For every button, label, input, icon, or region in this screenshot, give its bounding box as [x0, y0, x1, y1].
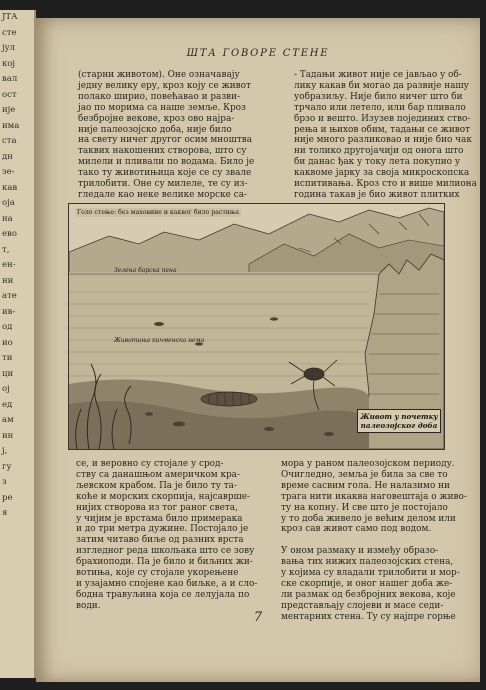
- text-line: трилобити. Оне су милеле, те су из-: [78, 179, 248, 190]
- previous-page-fragment: ј,: [2, 446, 8, 456]
- previous-page-fragment: гу: [2, 461, 12, 472]
- left-column-top: [78, 70, 272, 201]
- text-line: тако ту животињица које се су звале: [78, 168, 252, 179]
- previous-page-fragment: ије: [2, 105, 16, 115]
- text-line: није палеозојско доба, није било: [78, 124, 232, 135]
- text-line: вања тих нижих палеозојских стена,: [281, 557, 454, 568]
- text-line: у којима су владали трилобити и мор-: [281, 568, 460, 579]
- text-line: милели и пливали по водама. Било је: [78, 157, 255, 168]
- previous-page-fragment: ци: [2, 368, 14, 379]
- previous-page-fragment: ој: [2, 384, 10, 394]
- text-line: мора у раном палеозојском периоду.: [281, 459, 455, 469]
- text-line: и до три метра дужине. Постојало је: [76, 524, 249, 535]
- text-line: (старни животом). Оне означавају: [78, 70, 240, 80]
- text-line: брзо и вешто. Изузев појединих ство-: [294, 113, 471, 124]
- text-line: ли размак од безбројних векова, које: [281, 589, 456, 600]
- text-line: У оном размаку и између образо-: [281, 546, 439, 557]
- text-line: трага нити икаква наговештаја о живо-: [281, 491, 467, 502]
- text-line: ске скорпије, и оног нашег доба же-: [281, 579, 453, 590]
- text-line: рења и њихов обим, тадањи се живот: [294, 124, 470, 135]
- text-line: затим читаво биље од разних врста: [76, 535, 244, 546]
- text-line: се, и веровно су стојале у срод-: [76, 459, 224, 469]
- text-line: безбројне векове, кроз ово најра-: [78, 113, 235, 124]
- previous-page-fragment: оја: [2, 198, 15, 208]
- text-line: испитивања. Кроз сто и више милиона: [294, 179, 477, 190]
- right-column-bottom: [281, 459, 467, 623]
- text-line: у чијим је врстама било примерака: [76, 513, 243, 524]
- previous-page-fragment: ин: [2, 430, 14, 441]
- right-column-top: [294, 70, 477, 201]
- previous-page-fragment: зе-: [2, 167, 15, 177]
- text-line: лику какав би могао да развије нашу: [294, 80, 469, 91]
- text-line: уобразиљу. Није било ничег што би: [294, 91, 463, 102]
- previous-page-fragment: ио: [2, 337, 13, 348]
- left-column-bottom: [76, 459, 270, 612]
- text-line: бодна травуљина која се лелујала по: [76, 589, 250, 600]
- previous-page-fragment: има: [2, 120, 20, 131]
- text-line: ту на копну. И све што је постојало: [281, 502, 448, 513]
- text-line: изгледног реда школьака што се зову: [76, 546, 255, 557]
- text-line: брахиоподи. Па је било и биљних жи-: [76, 557, 253, 568]
- text-line: полако ширио, повећавао и разви-: [78, 91, 241, 102]
- previous-page-fragment: ста: [2, 136, 17, 146]
- text-line: ментарних стена. Ту су најпре горње: [281, 611, 456, 622]
- figure-title-box: [357, 409, 441, 433]
- running-head: ШТА ГОВОРЕ СТЕНЕ: [186, 48, 330, 59]
- text-line: љевском крабом. Па је било ту та-: [76, 480, 237, 491]
- previous-page-fragment: ост: [2, 89, 17, 100]
- figure-title-line-2: палеозојског доба: [360, 421, 438, 430]
- text-line: Очигледно, земља је била за све то: [281, 469, 448, 480]
- text-line: није много разликовао и није био чак: [294, 135, 472, 146]
- previous-page-fragment: на: [2, 213, 13, 224]
- previous-page-fragment: ен-: [2, 260, 16, 270]
- page-number: 7: [253, 610, 263, 625]
- text-line: на свету ничег другог осим мноштва: [78, 135, 253, 146]
- text-line: јао по морима са наше земље. Кроз: [78, 102, 246, 113]
- previous-page-fragment: ре: [2, 492, 13, 503]
- previous-page-fragment: ЈТА: [2, 12, 18, 22]
- figure-caption: Голо стење: без маховине и каквог било растиња: [77, 209, 239, 216]
- previous-page-fragment: јул: [2, 43, 16, 53]
- previous-page-fragment: ево: [2, 229, 17, 239]
- text-line: води.: [76, 600, 101, 611]
- figure-title-line-1: Живот у почетку: [360, 412, 438, 421]
- previous-page-fragment: ам: [2, 415, 14, 425]
- text-line: и узајамно спојене као биљке, а и сло-: [76, 578, 258, 589]
- previous-page-fragment: т,: [2, 244, 10, 255]
- text-line: коће и морских скорпија, најсаврше-: [76, 491, 251, 502]
- text-line: трчало или летело, или бар пливало: [294, 102, 466, 113]
- right-column-bottom-paragraph-1: [281, 459, 467, 535]
- text-line: представљају слојеви и масе седи-: [281, 600, 444, 611]
- previous-page-fragment: кав: [2, 182, 18, 193]
- text-line: таквих накошених створова, што су: [78, 146, 247, 157]
- book-page: [36, 18, 480, 682]
- text-line: ству са данашњом америчком кра-: [76, 469, 240, 480]
- previous-page-fragment: я: [2, 508, 8, 518]
- previous-page-fragment: ате: [2, 291, 17, 301]
- previous-page-fragment: сте: [2, 27, 17, 38]
- previous-page-fragment: вал: [2, 74, 18, 84]
- text-line: ни толико другојачији од оногa што: [294, 146, 464, 157]
- text-line: би данас ђак у току лета покупио у: [294, 157, 461, 168]
- text-line: вотиња, које су стојале укорењене: [76, 568, 239, 579]
- previous-page-fragment: дн: [2, 151, 13, 162]
- previous-page-fragment: ив-: [2, 306, 16, 317]
- text-line: време сасвим гола. Не налазимо ни: [281, 480, 450, 491]
- text-line: каквоме јарку за своја микроскопска: [294, 168, 470, 179]
- previous-page-edge: [0, 10, 36, 678]
- text-line: кроз сав живот само под водом.: [281, 524, 432, 535]
- previous-page-fragment: кој: [2, 58, 16, 69]
- previous-page-fragment: з: [2, 477, 7, 487]
- text-line: нијих створова из тог раног света,: [76, 502, 238, 513]
- text-line: гледале као неке велике морске са-: [78, 189, 247, 200]
- previous-page-fragment: ед: [2, 399, 13, 410]
- figure-label-algae: Зелена барска пена: [114, 267, 177, 274]
- previous-page-fragment: од: [2, 322, 13, 332]
- text-line: једну велику еру, кроз коју се живот: [78, 80, 251, 91]
- previous-page-fragment: ти: [2, 353, 13, 363]
- text-line: у то доба живело је већим делом или: [281, 513, 456, 524]
- text-line: - Тадањи живот није се јављао у об-: [294, 70, 462, 80]
- illustration-paleozoic-life: [68, 203, 445, 450]
- previous-page-fragment: ни: [2, 275, 14, 286]
- figure-label-animals: Животиња кичменска нема: [114, 337, 205, 344]
- text-line: година такав је био живот плитких: [294, 189, 460, 200]
